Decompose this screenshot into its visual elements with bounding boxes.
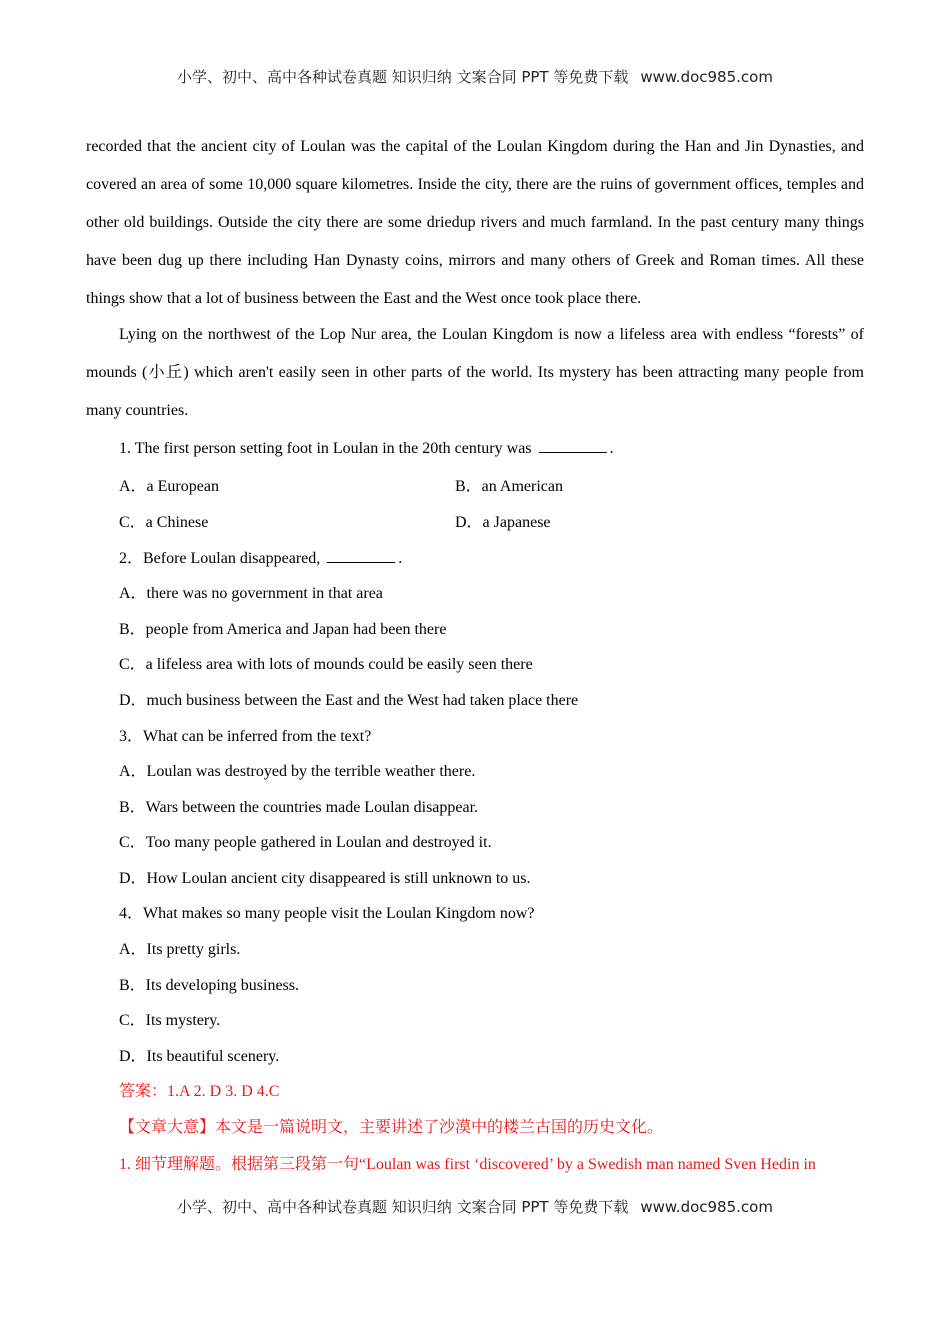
question-3-stem: 3．What can be inferred from the text? (119, 728, 372, 745)
question-2-end: . (398, 550, 403, 567)
question-4-stem: 4．What makes so many people visit the Loulan Kingdom now? (119, 905, 535, 922)
answer-explanation-1: 1. 细节理解题。根据第三段第一句“Loulan was first ‘discovered’ by a Swedish man named Sven Hedin in (119, 1156, 816, 1173)
question-1-option-a: A．a European (119, 478, 219, 495)
article-summary: 【文章大意】本文是一篇说明文，主要讲述了沙漠中的楼兰古国的历史文化。 (119, 1119, 664, 1136)
passage-paragraph-2: Lying on the northwest of the Lop Nur area, the Loulan Kingdom is now a lifeless area with endless “forests” of mounds (小丘) which aren't easily seen in other parts of the world. Its mystery has been attracting many people from many countries. (86, 326, 864, 419)
question-4-option-a: A．Its pretty girls. (119, 941, 241, 958)
question-2-option-d: D．much business between the East and the West had taken place there (119, 692, 579, 709)
question-2-stem (119, 545, 402, 568)
question-3-option-a: A．Loulan was destroyed by the terrible weather there. (119, 763, 476, 780)
question-2-option-b: B．people from America and Japan had been there (119, 621, 447, 638)
header-text: 小学、初中、高中各种试卷真题 知识归纳 文案合同 PPT 等免费下载 (177, 68, 629, 86)
question-1-blank (539, 438, 607, 453)
question-3-option-d: D．How Loulan ancient city disappeared is still unknown to us. (119, 870, 531, 887)
question-1-option-c: C．a Chinese (119, 514, 209, 531)
question-3-option-c: C．Too many people gathered in Loulan and destroyed it. (119, 834, 492, 851)
question-2-option-a: A．there was no government in that area (119, 585, 383, 602)
question-1-end: . (609, 440, 614, 457)
page-header (0, 66, 950, 87)
footer-text: 小学、初中、高中各种试卷真题 知识归纳 文案合同 PPT 等免费下载 (177, 1198, 629, 1216)
question-4-option-d: D．Its beautiful scenery. (119, 1048, 280, 1065)
page-footer (0, 1196, 950, 1217)
question-1-option-b: B．an American (455, 478, 563, 495)
answer-key: 答案：1.A 2. D 3. D 4.C (119, 1083, 280, 1100)
question-1-option-d: D．a Japanese (455, 514, 551, 531)
passage-paragraph-1: recorded that the ancient city of Loulan was the capital of the Loulan Kingdom during the Han and Jin Dynasties, and covered an area of some 10,000 square kilometres. Inside the city, there are the ruins of government offices, temples and other old buildings. Outside the city there are some driedup rivers and much farmland. In the past century many things have been dug up there including Han Dynasty coins, mirrors and many others of Greek and Roman times. All these things show that a lot of business between the East and the West once took place there. (86, 138, 864, 307)
question-4-option-c: C．Its mystery. (119, 1012, 221, 1029)
question-1-stem (119, 438, 614, 458)
question-1-text: 1. The first person setting foot in Loulan in the 20th century was (119, 440, 536, 457)
question-3-option-b: B．Wars between the countries made Loulan disappear. (119, 799, 479, 816)
footer-site: www.doc985.com (640, 1198, 773, 1216)
question-4-option-b: B．Its developing business. (119, 977, 299, 994)
question-2-blank (327, 548, 395, 563)
question-2-text: 2．Before Loulan disappeared, (119, 550, 325, 567)
question-2-option-c: C．a lifeless area with lots of mounds could be easily seen there (119, 656, 533, 673)
header-site: www.doc985.com (640, 68, 773, 86)
